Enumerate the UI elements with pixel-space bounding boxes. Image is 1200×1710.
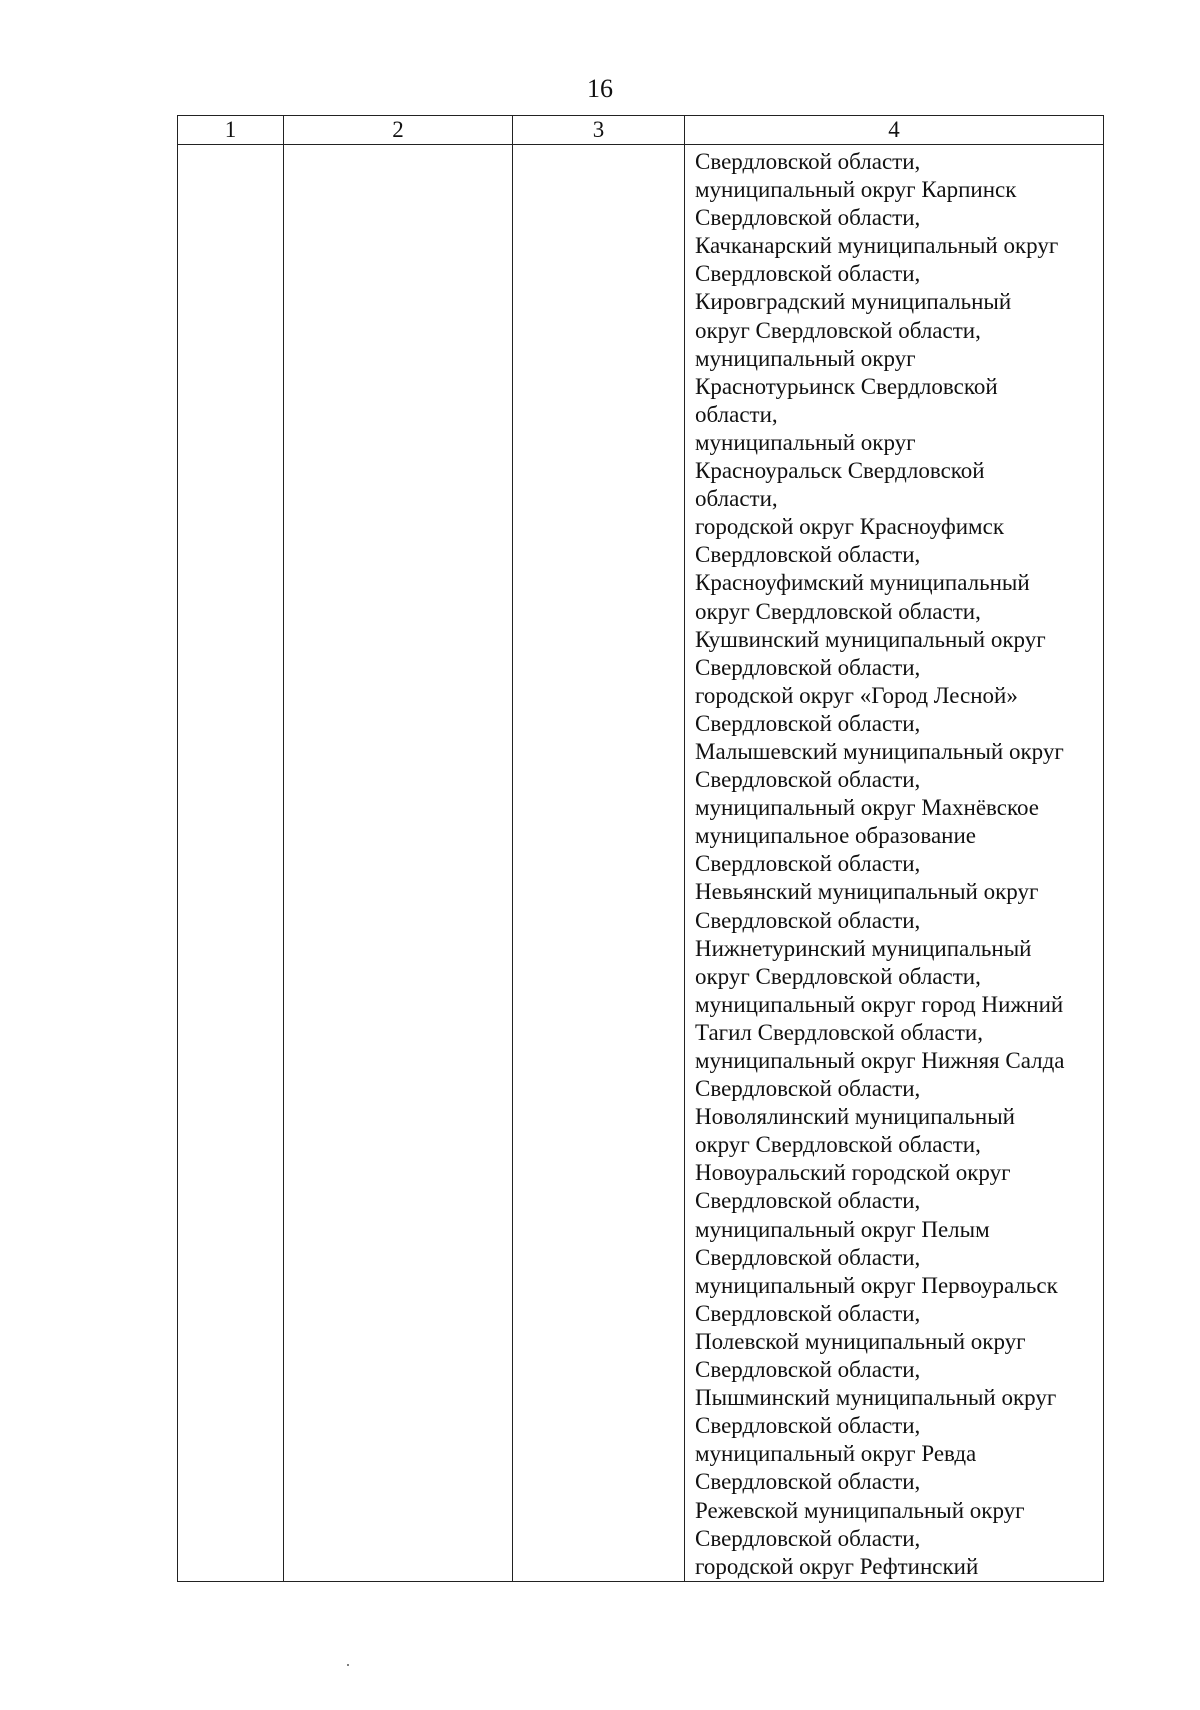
- municipality-line: муниципальный округ Первоуральск: [695, 1272, 1058, 1298]
- municipality-line: округ Свердловской области,: [695, 1132, 981, 1158]
- municipality-line: Свердловской области,: [695, 1413, 921, 1439]
- municipality-line: Красноуральск Свердловской: [695, 458, 985, 484]
- municipality-line: муниципальный округ Нижняя Салда: [695, 1048, 1065, 1073]
- column-header-3: 3: [513, 116, 685, 145]
- municipality-line: муниципальный округ город Нижний: [695, 991, 1064, 1017]
- municipality-line: Красноуфимский муниципальный: [695, 570, 1030, 596]
- municipality-line: Свердловской области,: [695, 1188, 921, 1214]
- municipality-line: Свердловской области,: [695, 654, 921, 680]
- municipality-line: Кушвинский муниципальный округ: [695, 626, 1046, 652]
- cell-column-3: [513, 145, 685, 1582]
- municipality-line: Новоуральский городской округ: [695, 1160, 1011, 1186]
- municipality-line: муниципальный округ Пелым: [695, 1216, 990, 1242]
- municipality-line: Тагил Свердловской области,: [695, 1019, 983, 1045]
- municipality-line: округ Свердловской области,: [695, 963, 981, 989]
- municipality-line: Малышевский муниципальный округ: [695, 738, 1064, 764]
- municipality-line: Пышминский муниципальный округ: [695, 1385, 1057, 1411]
- cell-column-4: [685, 145, 1104, 1582]
- municipality-line: городской округ «Город Лесной»: [695, 682, 1018, 708]
- municipality-line: Свердловской области,: [695, 205, 921, 231]
- municipality-line: городской округ Рефтинский: [695, 1553, 979, 1579]
- municipality-line: области,: [695, 401, 778, 427]
- municipality-line: Свердловской области,: [695, 1244, 921, 1270]
- table-row: [178, 145, 1104, 1582]
- municipality-line: Новолялинский муниципальный: [695, 1104, 1015, 1130]
- municipality-line: Свердловской области,: [695, 851, 921, 877]
- municipality-line: Свердловской области,: [695, 1076, 921, 1102]
- column-header-2: 2: [284, 116, 513, 145]
- municipality-line: Свердловской области,: [695, 907, 921, 933]
- municipality-line: области,: [695, 486, 778, 512]
- municipality-line: Краснотурьинск Свердловской: [695, 373, 998, 399]
- municipality-list: [685, 145, 1103, 1581]
- municipality-line: Режевской муниципальный округ: [695, 1497, 1025, 1523]
- municipality-line: Свердловской области,: [695, 1469, 921, 1495]
- municipality-line: Свердловской области,: [695, 149, 921, 174]
- municipality-line: Свердловской области,: [695, 1357, 921, 1383]
- document-table: [177, 115, 1104, 1582]
- municipality-line: Свердловской области,: [695, 261, 921, 287]
- municipality-line: городской округ Красноуфимск: [695, 514, 1004, 540]
- municipality-line: округ Свердловской области,: [695, 598, 981, 624]
- cell-column-1: [178, 145, 284, 1582]
- municipality-line: Свердловской области,: [695, 1525, 921, 1551]
- municipality-line: Свердловской области,: [695, 710, 921, 736]
- cell-column-2: [284, 145, 513, 1582]
- page-number: 16: [587, 74, 613, 103]
- municipality-line: Полевской муниципальный округ: [695, 1328, 1026, 1354]
- column-header-4: 4: [685, 116, 1104, 145]
- municipality-line: муниципальный округ Махнёвское: [695, 795, 1039, 821]
- municipality-line: муниципальный округ: [695, 345, 916, 371]
- municipality-line: Нижнетуринский муниципальный: [695, 935, 1032, 961]
- municipality-line: Свердловской области,: [695, 1300, 921, 1326]
- municipality-line: муниципальный округ: [695, 429, 916, 455]
- column-header-1: 1: [178, 116, 284, 145]
- municipality-line: Качканарский муниципальный округ: [695, 233, 1059, 259]
- municipality-line: Свердловской области,: [695, 542, 921, 568]
- municipality-line: муниципальный округ Карпинск: [695, 177, 1017, 203]
- municipality-line: Невьянский муниципальный округ: [695, 879, 1039, 905]
- municipality-line: муниципальное образование: [695, 823, 976, 849]
- table-header-row: [178, 116, 1104, 145]
- municipality-line: Свердловской области,: [695, 767, 921, 793]
- municipality-line: муниципальный округ Ревда: [695, 1441, 977, 1467]
- municipality-line: Кировградский муниципальный: [695, 289, 1012, 315]
- scan-speck: [347, 1664, 349, 1666]
- municipality-line: округ Свердловской области,: [695, 317, 981, 343]
